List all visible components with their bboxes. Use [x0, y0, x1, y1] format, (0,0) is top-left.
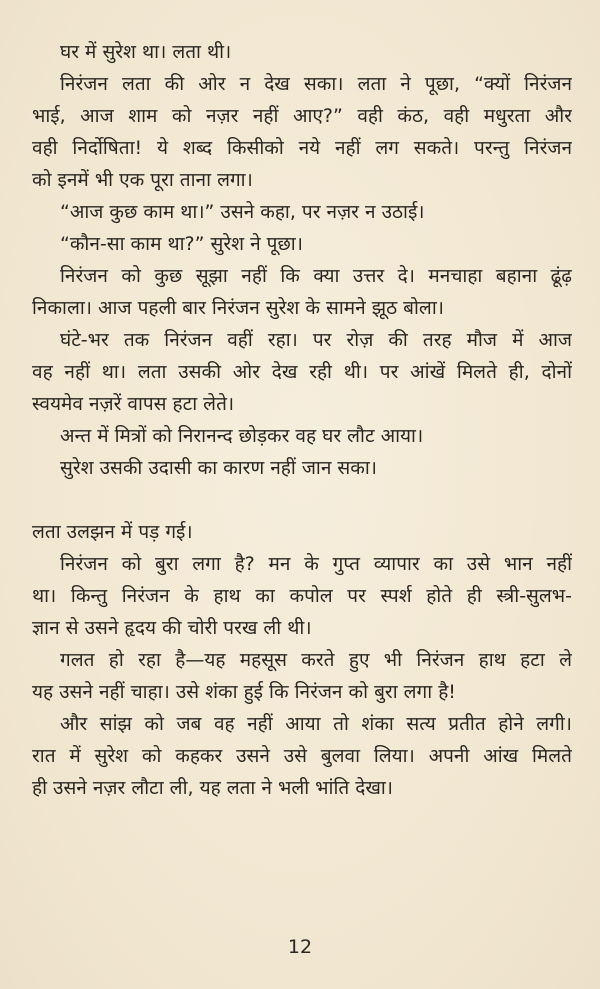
text-line: घंटे-भर तक निरंजन वहीं रहा। पर रोज़ की तरह मौज में आज [60, 329, 572, 351]
text-line: निरंजन को कुछ सूझा नहीं कि क्या उत्तर दे। मनचाहा बहाना ढूंढ़ [60, 265, 572, 287]
text-line: वह नहीं था। लता उसकी ओर देख रही थी। पर आंखें मिलते ही, दोनों [32, 361, 572, 383]
text-line: “आज कुछ काम था।” उसने कहा, पर नज़र न उठाई। [60, 201, 425, 223]
text-line: यह उसने नहीं चाहा। उसे शंका हुई कि निरंजन को बुरा लगा है! [32, 681, 456, 703]
text-line: ज्ञान से उसने हृदय की चोरी परख ली थी। [32, 617, 312, 639]
text-line: रात में सुरेश को कहकर उसने उसे बुलवा लिया। अपनी आंख मिलते [32, 745, 572, 767]
text-line: था। किन्तु निरंजन के हाथ का कपोल पर स्पर्श होते ही स्त्री-सुलभ- [32, 585, 572, 607]
page-number: 12 [287, 936, 313, 958]
text-line: वही निर्दोषिता! ये शब्द किसीको नये नहीं लग सकते। परन्तु निरंजन [32, 137, 572, 159]
text-line: घर में सुरेश था। लता थी। [60, 41, 232, 63]
text-line: भाई, आज शाम को नज़र नहीं आए?” वही कंठ, वही मधुरता और [32, 105, 572, 127]
text-line: लता उलझन में पड़ गई। [32, 521, 193, 543]
text-line: गलत हो रहा है—यह महसूस करते हुए भी निरंजन हाथ हटा ले [60, 649, 572, 671]
text-line: स्वयमेव नज़रें वापस हटा लेते। [32, 393, 235, 415]
text-line: ही उसने नज़र लौटा ली, यह लता ने भली भांति देखा। [32, 777, 393, 799]
text-line: अन्त में मित्रों को निरानन्द छोड़कर वह घर लौट आया। [60, 425, 424, 447]
text-line: को इनमें भी एक पूरा ताना लगा। [32, 169, 253, 191]
page-body-text [32, 36, 572, 804]
text-line: “कौन-सा काम था?” सुरेश ने पूछा। [60, 233, 303, 255]
text-line: सुरेश उसकी उदासी का कारण नहीं जान सका। [60, 457, 377, 479]
text-line: और सांझ को जब वह नहीं आया तो शंका सत्य प्रतीत होने लगी। [60, 713, 572, 735]
text-line: निरंजन को बुरा लगा है? मन के गुप्त व्यापार का उसे भान नहीं [60, 553, 572, 575]
text-line: निरंजन लता की ओर न देख सका। लता ने पूछा, “क्यों निरंजन [60, 73, 572, 95]
paragraph-gap [32, 484, 572, 516]
text-line: निकाला। आज पहली बार निरंजन सुरेश के सामने झूठ बोला। [32, 297, 444, 319]
